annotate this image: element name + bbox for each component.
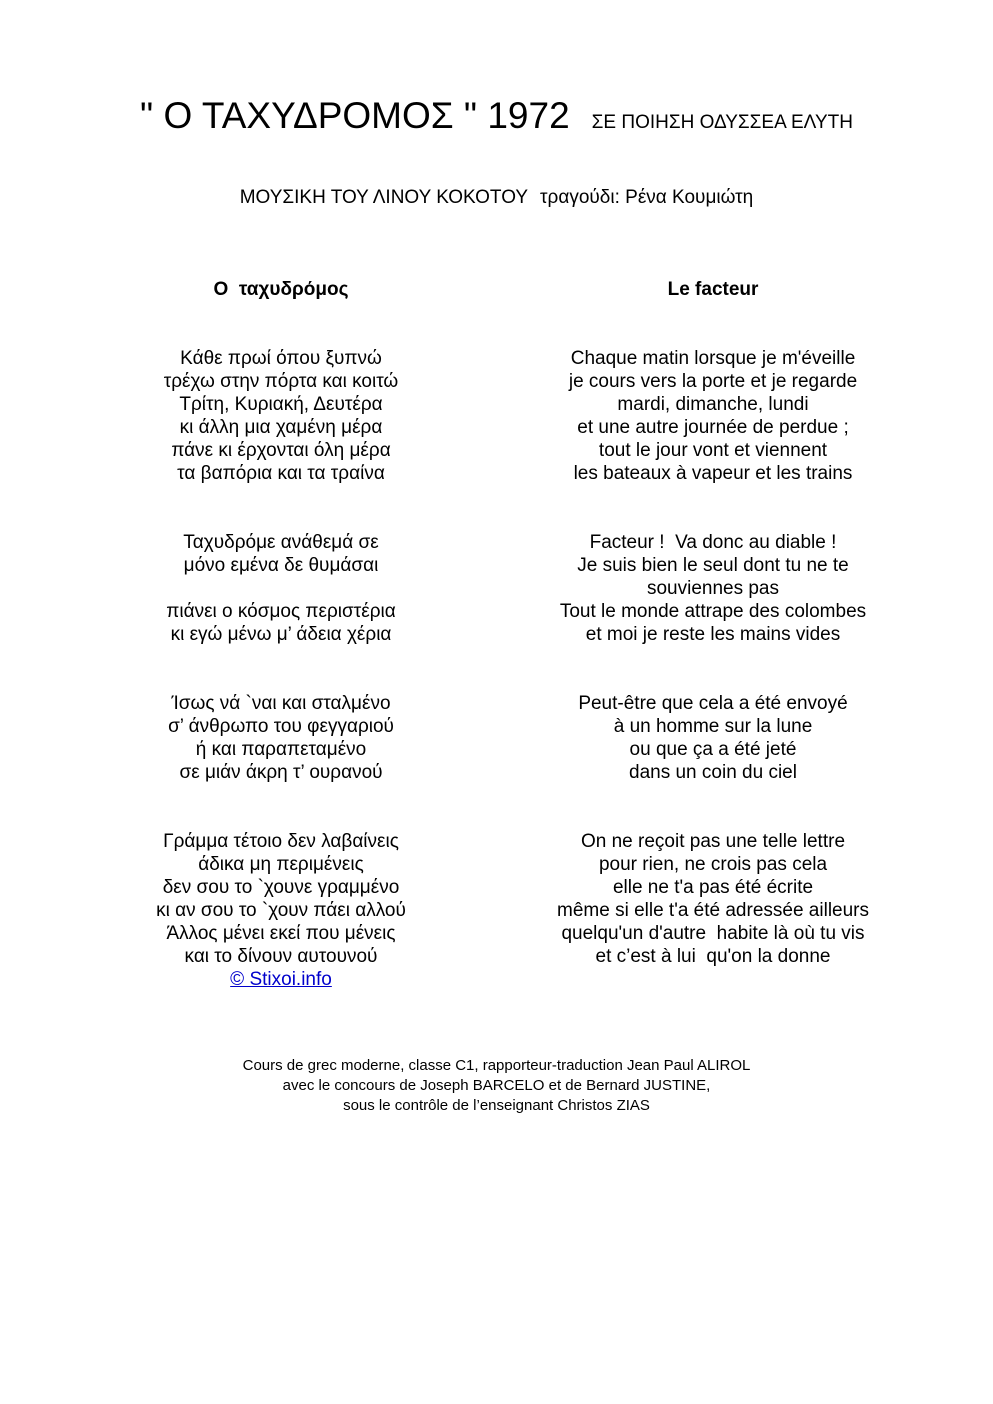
verse-line: quelqu'un d'autre habite là où tu vis bbox=[561, 923, 865, 944]
verse-line: δεν σου το `χουνε γραμμένο bbox=[162, 877, 400, 898]
greek-stanza-4 bbox=[131, 830, 431, 991]
song-title: " Ο ΤΑΧΥΔΡΟΜΟΣ " 1972 bbox=[140, 95, 570, 136]
verse-line: Peut-être que cela a été envoyé bbox=[578, 693, 848, 714]
stanza-gap bbox=[131, 577, 431, 600]
verse-line: τα βαπόρια και τα τραίνα bbox=[177, 463, 385, 484]
greek-stanza-1 bbox=[131, 347, 431, 485]
verse-line: Ταχυδρόμε ανάθεμά σε bbox=[183, 532, 379, 553]
singer-credit: τραγούδι: Ρένα Κουμιώτη bbox=[540, 187, 754, 208]
verse-line: Je suis bien le seul dont tu ne te bbox=[577, 555, 849, 576]
verse-line: και το δίνουν αυτουνού bbox=[184, 946, 378, 967]
credits-line bbox=[0, 187, 993, 209]
verse-line: dans un coin du ciel bbox=[629, 762, 797, 783]
document-footer bbox=[0, 1056, 993, 1116]
french-stanza-4 bbox=[533, 830, 893, 968]
verse-line: σε μιάν άκρη τ’ ουρανού bbox=[179, 762, 383, 783]
stixoi-credit-link[interactable]: © Stixoi.info bbox=[230, 969, 332, 990]
document-header bbox=[0, 95, 993, 137]
verse-line: τρέχω στην πόρτα και κοιτώ bbox=[163, 371, 399, 392]
verse-line: même si elle t'a été adressée ailleurs bbox=[557, 900, 869, 921]
greek-heading: Ο ταχυδρόμος bbox=[213, 279, 349, 300]
french-stanza-2 bbox=[533, 531, 893, 646]
verse-line: elle ne t'a pas été écrite bbox=[612, 877, 814, 898]
verse-line: Κάθε πρωί όπου ξυπνώ bbox=[180, 348, 382, 369]
french-stanza-3 bbox=[533, 692, 893, 784]
verse-line: et une autre journée de perdue ; bbox=[577, 417, 849, 438]
verse-line: pour rien, ne crois pas cela bbox=[598, 854, 828, 875]
verse-line: je cours vers la porte et je regarde bbox=[568, 371, 858, 392]
verse-line: tout le jour vont et viennent bbox=[598, 440, 828, 461]
greek-stanza-3 bbox=[131, 692, 431, 784]
music-credit: ΜΟΥΣΙΚΗ ΤΟΥ ΛΙΝΟΥ ΚΟΚΟΤΟΥ bbox=[239, 187, 529, 208]
footer-line: Cours de grec moderne, classe C1, rapporteur-traduction Jean Paul ALIROL bbox=[242, 1057, 751, 1074]
verse-line: On ne reçoit pas une telle lettre bbox=[580, 831, 846, 852]
verse-line: πιάνει ο κόσμος περιστέρια bbox=[166, 601, 396, 622]
footer-line: avec le concours de Joseph BARCELO et de Bernard JUSTINE, bbox=[282, 1077, 711, 1094]
poet-subtitle: ΣΕ ΠΟΙΗΣΗ ΟΔΥΣΣΕΑ ΕΛΥΤΗ bbox=[591, 112, 853, 133]
verse-line: κι εγώ μένω μ’ άδεια χέρια bbox=[170, 624, 392, 645]
verse-line: κι άλλη μια χαμένη μέρα bbox=[179, 417, 383, 438]
verse-line: et c’est à lui qu'on la donne bbox=[595, 946, 831, 967]
verse-line: et moi je reste les mains vides bbox=[585, 624, 841, 645]
french-stanza-1 bbox=[533, 347, 893, 485]
verse-line: Γράμμα τέτοιο δεν λαβαίνεις bbox=[163, 831, 399, 852]
french-heading: Le facteur bbox=[667, 279, 759, 300]
verse-line: les bateaux à vapeur et les trains bbox=[573, 463, 853, 484]
verse-line: Chaque matin lorsque je m'éveille bbox=[570, 348, 856, 369]
verse-line: Άλλος μένει εκεί που μένεις bbox=[166, 923, 396, 944]
verse-line: souviennes pas bbox=[646, 578, 780, 599]
verse-line: à un homme sur la lune bbox=[613, 716, 813, 737]
verse-line: μόνο εμένα δε θυμάσαι bbox=[183, 555, 379, 576]
verse-line: ou que ça a été jeté bbox=[629, 739, 797, 760]
verse-line: σ’ άνθρωπο του φεγγαριού bbox=[168, 716, 394, 737]
verse-line: Tout le monde attrape des colombes bbox=[559, 601, 867, 622]
verse-line: κι αν σου το `χουν πάει αλλού bbox=[156, 900, 406, 921]
verse-line: mardi, dimanche, lundi bbox=[617, 394, 809, 415]
verse-line: πάνε κι έρχονται όλη μέρα bbox=[171, 440, 391, 461]
verse-line: Facteur ! Va donc au diable ! bbox=[589, 532, 837, 553]
greek-stanza-2 bbox=[131, 531, 431, 646]
verse-line: άδικα μη περιμένεις bbox=[198, 854, 364, 875]
verse-line: ή και παραπεταμένο bbox=[195, 739, 367, 760]
verse-line: Ίσως νά `ναι και σταλμένο bbox=[171, 693, 391, 714]
verse-line: Τρίτη, Κυριακή, Δευτέρα bbox=[179, 394, 383, 415]
footer-line: sous le contrôle de l’enseignant Christos ZIAS bbox=[343, 1097, 650, 1114]
